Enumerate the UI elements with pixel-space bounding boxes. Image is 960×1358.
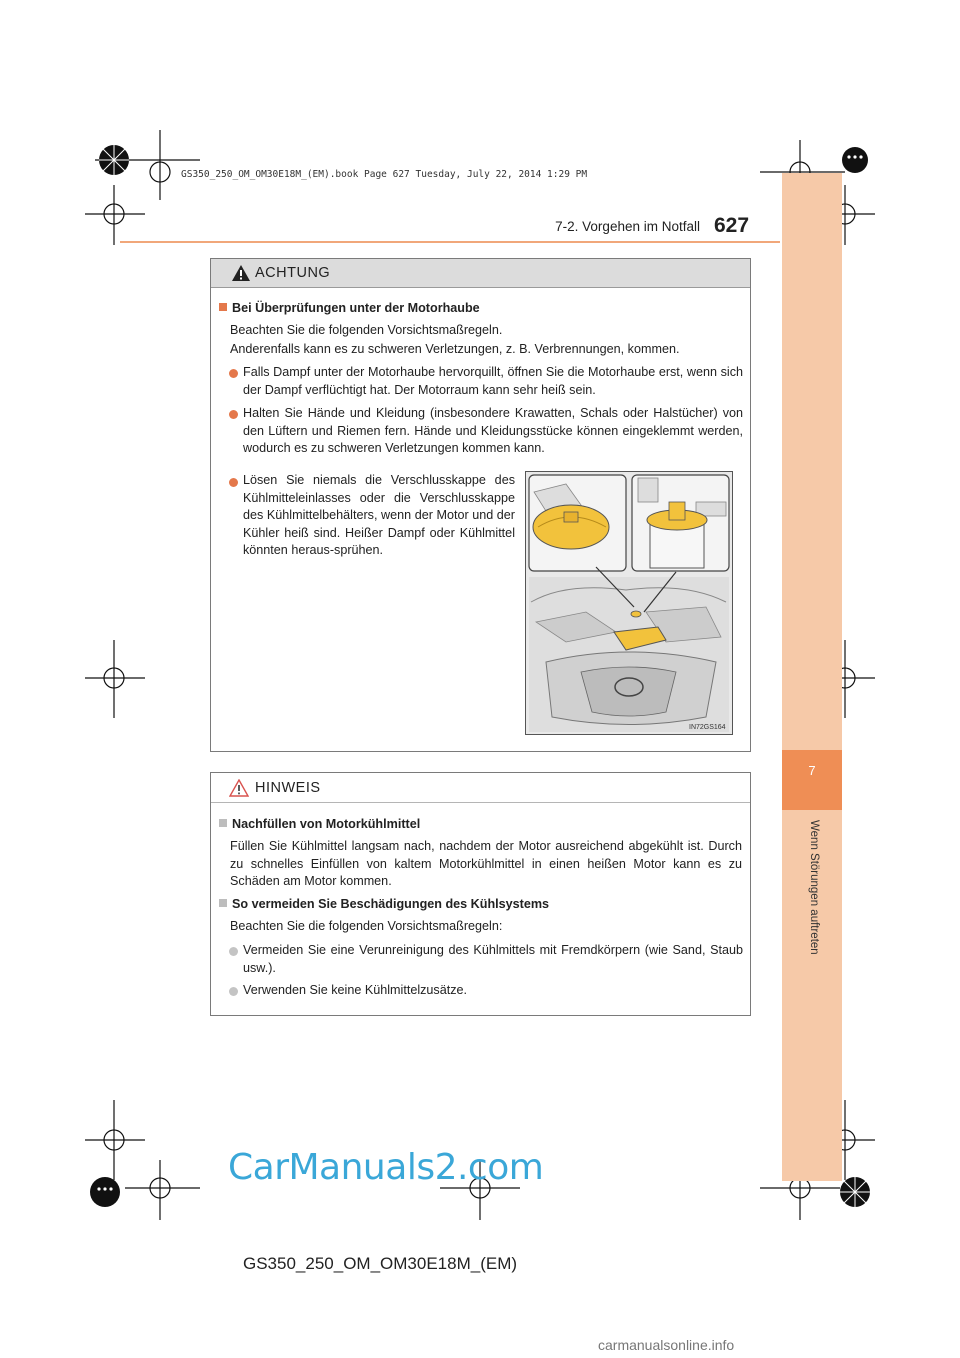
page-number: 627 (714, 214, 750, 237)
chapter-tab-active (782, 750, 842, 810)
watermark-carmanuals2: CarManuals2.com (228, 1147, 544, 1188)
book-info-line: GS350_250_OM_OM30E18M_(EM).book Page 627 Tuesday, July 22, 2014 1:29 PM (181, 169, 588, 180)
note-heading-2: So vermeiden Sie Beschädigungen des Kühlsystems (219, 896, 549, 914)
engine-bay-illustration (526, 472, 732, 734)
watermark-carmanualsonline: carmanualsonline.info (598, 1337, 735, 1353)
warning-triangle-icon (231, 264, 251, 282)
note-text-2: Beachten Sie die folgenden Vorsichtsmaßregeln: (230, 919, 503, 933)
bullet-dot-icon (229, 947, 238, 956)
note-box-header (211, 773, 750, 803)
caution-triangle-icon (229, 779, 249, 797)
warning-box-header (211, 259, 750, 288)
square-bullet-icon (219, 819, 227, 827)
coolant-cap-figure (525, 471, 733, 735)
chapter-side-tab (782, 173, 842, 1181)
figure-code: IN72GS164 (689, 724, 726, 731)
footer-code: GS350_250_OM_OM30E18M_(EM) (243, 1254, 518, 1273)
warning-intro-1: Beachten Sie die folgenden Vorsichtsmaßregeln. (230, 323, 503, 337)
note-bullet-1: Vermeiden Sie eine Verunreinigung des Kühlmittels mit Fremdkörpern (wie Sand, Staub usw.). (243, 943, 743, 975)
note-bullet-2: Verwenden Sie keine Kühlmittelzusätze. (243, 983, 468, 997)
bullet-dot-icon (229, 478, 238, 487)
section-title: 7-2. Vorgehen im Notfall (555, 219, 700, 234)
header-rule (120, 241, 780, 243)
bullet-dot-icon (229, 369, 238, 378)
warning-bullet-2: Halten Sie Hände und Kleidung (insbesondere Krawatten, Schals oder Halstücher) von den Lüftern und Riemen fern. Hände und Kleidungsstücke können eingeklemmt werden, wodurch es zu schweren Verletzungen kommen kann. (243, 406, 743, 455)
square-bullet-icon (219, 899, 227, 907)
warning-title: ACHTUNG (255, 265, 331, 281)
warning-bullet-1: Falls Dampf unter der Motorhaube hervorquillt, öffnen Sie die Motorhaube erst, wenn sich der Dampf verflüchtigt hat. Der Motorraum kann sehr heiß sein. (243, 365, 743, 397)
note-text-1: Füllen Sie Kühlmittel langsam nach, nachdem der Motor ausreichend abgekühlt ist. Durch zu schnelles Einfüllen von kaltem Motorkühlmittel in einen heißen Motor kann es zu Schäden am Motor kommen. (230, 839, 742, 888)
note-box (210, 772, 751, 1016)
square-bullet-icon (219, 303, 227, 311)
chapter-title-vertical: Wenn Störungen auftreten (808, 820, 820, 955)
note-heading-1: Nachfüllen von Motorkühlmittel (219, 816, 420, 834)
note-title: HINWEIS (255, 780, 321, 796)
warning-heading: Bei Überprüfungen unter der Motorhaube (219, 300, 480, 318)
chapter-number: 7 (808, 763, 816, 778)
bullet-dot-icon (229, 410, 238, 419)
warning-intro-2: Anderenfalls kann es zu schweren Verletzungen, z. B. Verbrennungen, kommen. (230, 342, 680, 356)
warning-bullet-3: Lösen Sie niemals die Verschlusskappe des Kühlmitteleinlasses oder die Verschlusskappe des Kühlmittelbehälters, wenn der Motor und der Kühler heiß sind. Heißer Dampf oder Kühlmittel könnten heraus-sprühen. (243, 473, 515, 557)
bullet-dot-icon (229, 987, 238, 996)
